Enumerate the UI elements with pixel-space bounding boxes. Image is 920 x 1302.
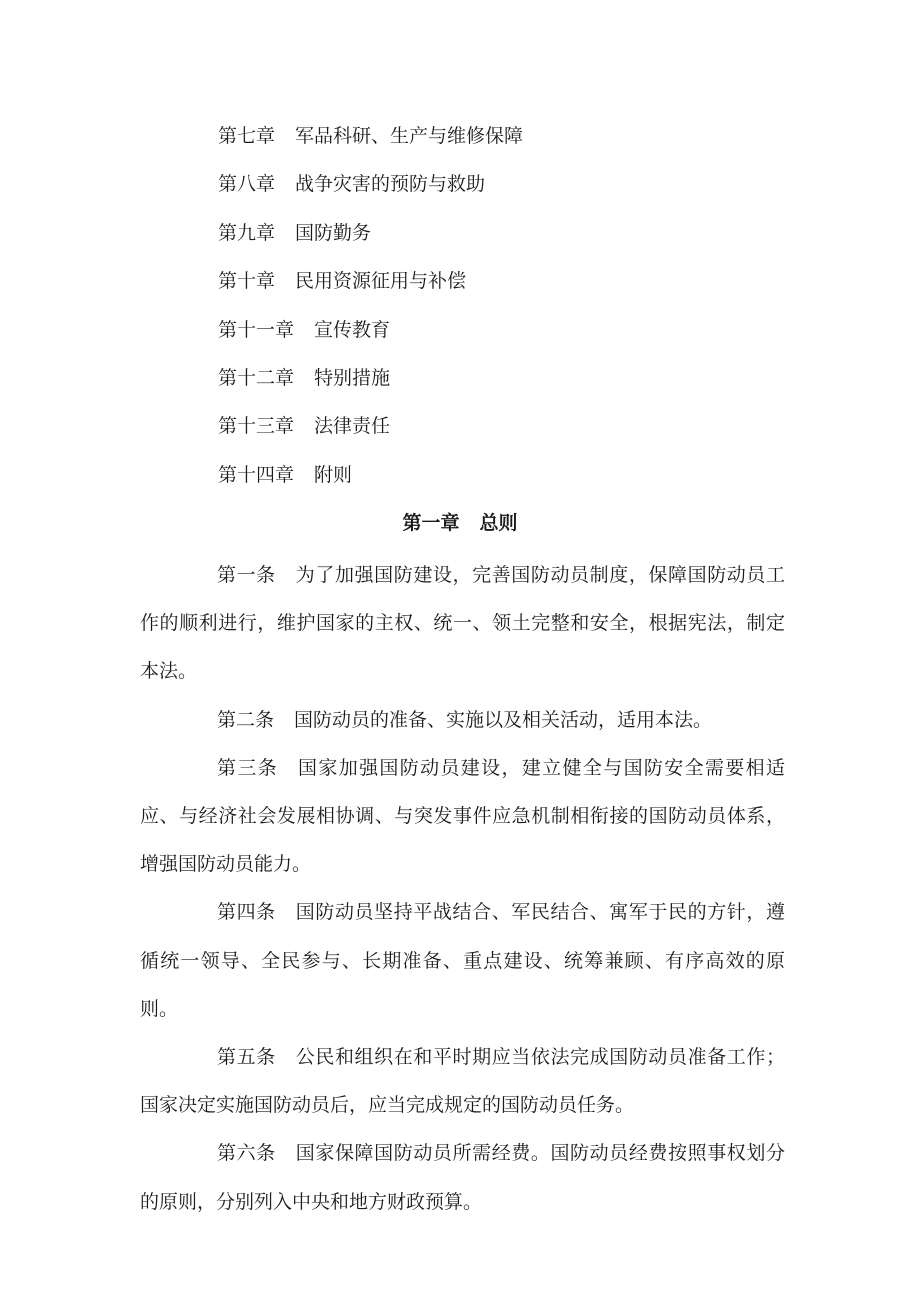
chapter-title: 总则 [479,512,518,534]
toc-chapter-number: 第十三章 [218,415,295,438]
article-number: 第五条 [217,1046,276,1069]
chapter-number: 第一章 [402,512,460,534]
toc-chapter-title: 军品科研、生产与维修保障 [295,125,524,147]
toc-chapter-number: 第十一章 [218,318,295,341]
article-number: 第六条 [217,1142,276,1165]
toc-chapter-number: 第十四章 [218,463,295,486]
article-number: 第一条 [217,564,276,586]
article-list [140,551,785,1226]
article-paragraph [140,744,785,889]
toc-chapter-title: 法律责任 [314,415,391,438]
toc-chapter-number: 第十章 [218,270,276,293]
toc-item [218,358,523,406]
toc-item [218,261,523,309]
toc-chapter-title: 民用资源征用与补偿 [295,270,467,293]
toc-chapter-title: 战争灾害的预防与救助 [295,173,486,196]
article-paragraph [140,888,785,1033]
article-paragraph [140,1129,785,1225]
toc-chapter-title: 附则 [314,463,353,486]
toc-chapter-title: 国防勤务 [295,221,372,244]
toc-chapter-title: 特别措施 [314,366,391,389]
table-of-contents [218,116,523,503]
article-number: 第四条 [217,901,276,924]
article-paragraph [140,551,785,696]
toc-chapter-number: 第九章 [218,221,276,244]
article-text: 为了加强国防建设，完善国防动员制度，保障国防动员工作的顺利进行，维护国家的主权、统一、领土完整和安全，根据宪法，制定本法。 [140,564,785,683]
toc-item [218,116,523,164]
toc-item [218,310,523,358]
toc-chapter-number: 第八章 [218,173,276,196]
toc-chapter-number: 第七章 [218,125,276,147]
article-paragraph [140,1033,785,1129]
article-number: 第三条 [217,756,279,779]
article-paragraph [140,696,785,744]
toc-item [218,406,523,454]
article-text: 国家加强国防动员建设，建立健全与国防安全需要相适应、与经济社会发展相协调、与突发事件应急机制相衔接的国防动员体系，增强国防动员能力。 [140,756,785,876]
chapter-heading [0,503,920,543]
toc-chapter-title: 宣传教育 [314,318,391,341]
article-text: 公民和组织在和平时期应当依法完成国防动员准备工作；国家决定实施国防动员后，应当完成规定的国防动员任务。 [140,1046,785,1117]
toc-item [218,213,523,261]
toc-item [218,455,523,503]
article-text: 国防动员的准备、实施以及相关活动，适用本法。 [294,708,713,731]
article-text: 国防动员坚持平战结合、军民结合、寓军于民的方针，遵循统一领导、全民参与、长期准备、重点建设、统筹兼顾、有序高效的原则。 [140,901,785,1020]
toc-chapter-number: 第十二章 [218,366,295,389]
article-number: 第二条 [217,708,275,731]
toc-item [218,164,523,212]
article-text: 国家保障国防动员所需经费。国防动员经费按照事权划分的原则，分别列入中央和地方财政预算。 [140,1142,785,1213]
